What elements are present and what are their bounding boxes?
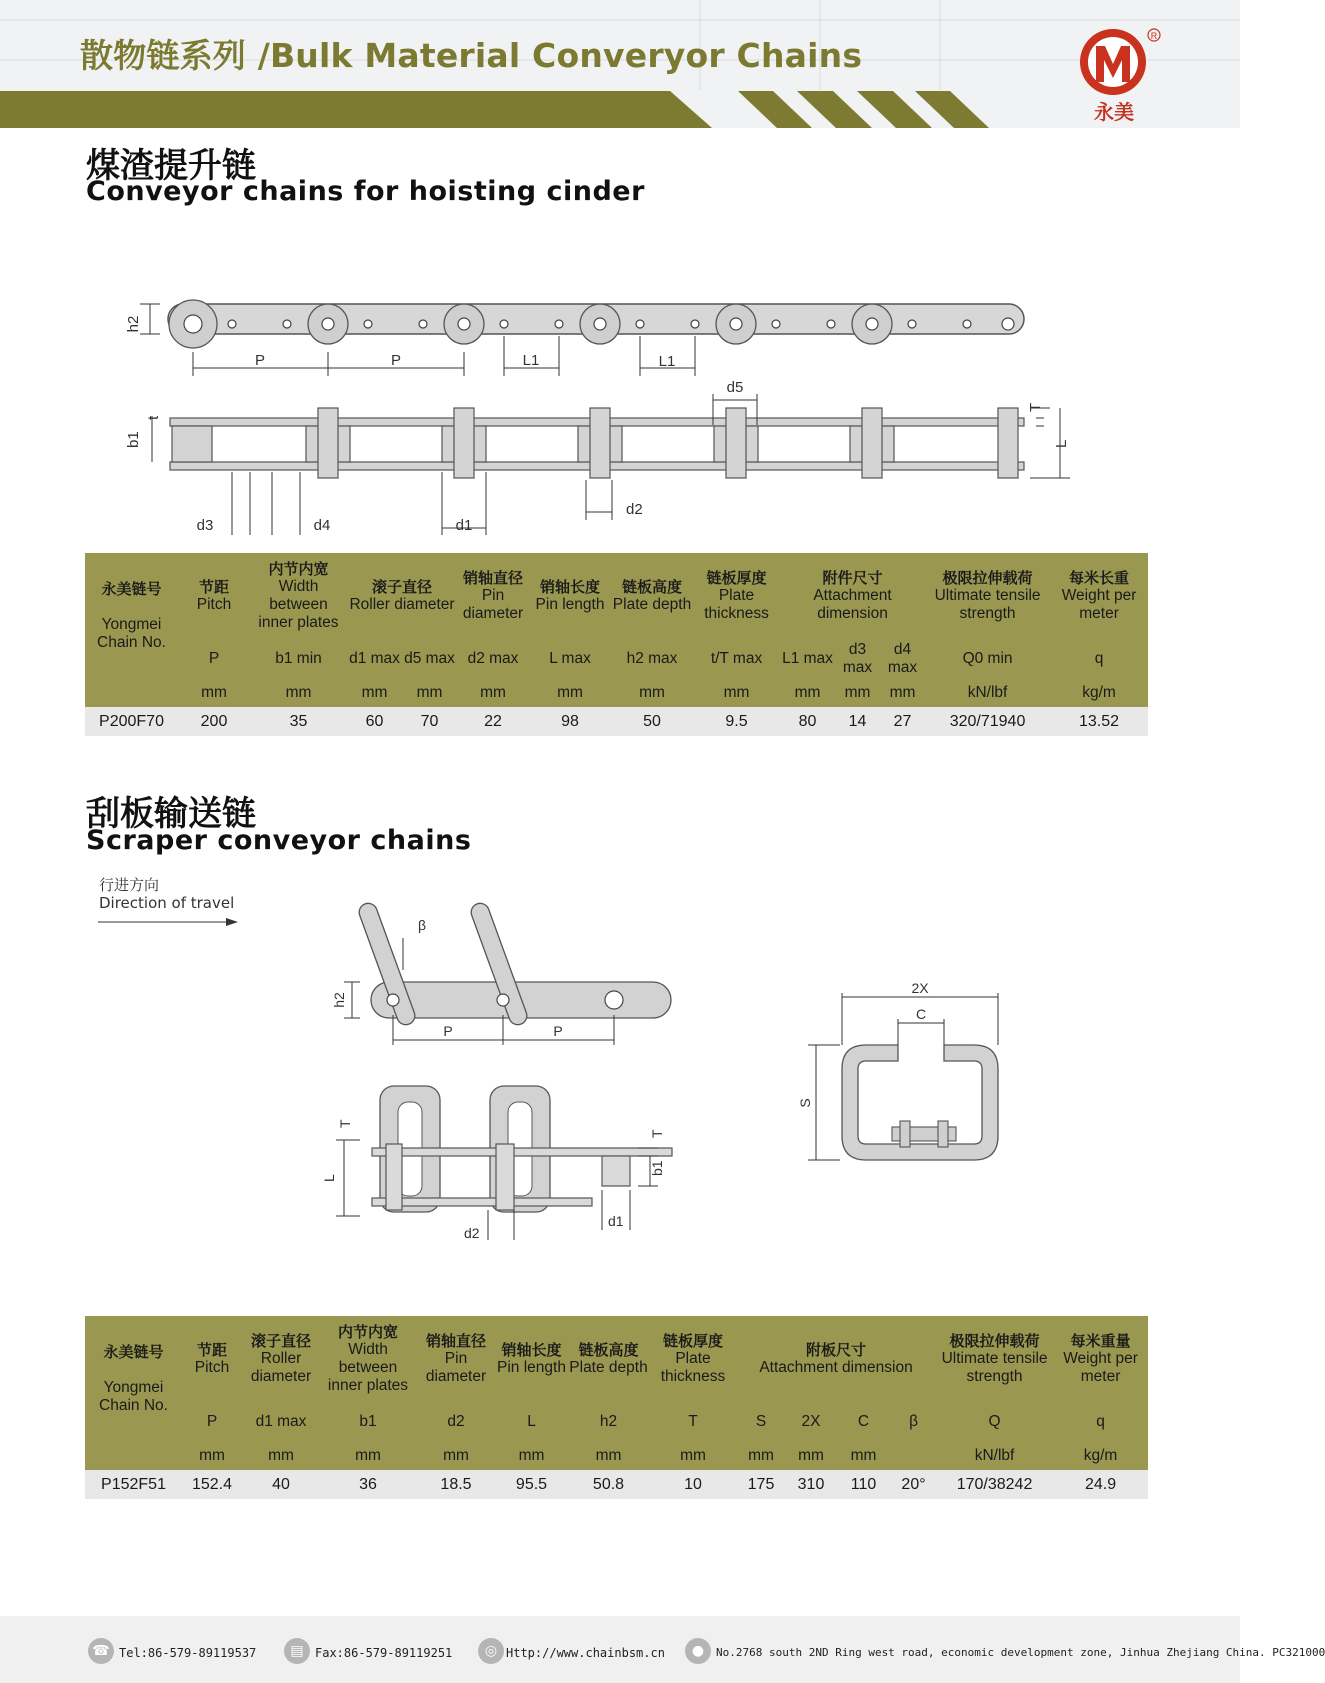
table-cell: 50 [611, 707, 693, 736]
dim-L: L [321, 1174, 337, 1182]
header-label-en: Width between inner plates [258, 578, 339, 631]
hoisting-chain-drawing [0, 280, 1240, 550]
table-cell: mm [250, 679, 347, 707]
header-label-cn: 链板高度 [622, 578, 683, 596]
table-cell: mm [611, 679, 693, 707]
dim-h2: h2 [125, 315, 142, 333]
table-cell: 50.8 [567, 1470, 650, 1499]
table-cell: d2 [416, 1402, 496, 1442]
table-cell: S [736, 1402, 786, 1442]
dim-2x: 2X [911, 980, 929, 996]
table-cell: kg/m [1053, 1442, 1148, 1470]
dim-T: T [1027, 402, 1044, 412]
dim-l1-b: L1 [658, 353, 676, 370]
table-cell: 80 [780, 707, 835, 736]
dim-d3: d3 [196, 517, 214, 534]
dim-t: t [145, 415, 162, 420]
logo-text: 永美 [1094, 100, 1134, 124]
dim-d4: d4 [313, 517, 331, 534]
table-cell: 9.5 [693, 707, 780, 736]
header-label-en: Pin length [535, 596, 605, 613]
table-cell: Q [936, 1402, 1053, 1442]
header-label-cn: 滚子直径 [250, 1332, 311, 1350]
header-label-en: Pin diameter [462, 587, 524, 622]
table-cell: 40 [242, 1470, 320, 1499]
scraper-chain-spec-table [85, 1316, 1148, 1499]
table-cell: P [182, 1402, 242, 1442]
dim-b1: b1 [649, 1160, 665, 1176]
table-cell: mm [416, 1442, 496, 1470]
table-cell [611, 553, 693, 639]
table-row [85, 1470, 1148, 1499]
table-cell: P [178, 639, 250, 679]
header-label-cn: 永美链号 [103, 1343, 164, 1361]
table-cell: mm [320, 1442, 416, 1470]
table-cell: L [496, 1402, 567, 1442]
table-cell: mm [780, 679, 835, 707]
fax-icon: ▤ [284, 1638, 310, 1664]
table-cell: 200 [178, 707, 250, 736]
section1-title-en: Conveyor chains for hoisting cinder [86, 176, 645, 207]
header-label-en: Yongmei Chain No. [97, 616, 166, 651]
header-label-en: Width between inner plates [327, 1341, 409, 1394]
table-cell: 2X [786, 1402, 836, 1442]
page-footer [0, 1616, 1325, 1683]
table-cell [936, 1316, 1053, 1402]
table-cell: b1 [320, 1402, 416, 1442]
header-label-cn: 节距 [198, 578, 229, 596]
scraper-chain-drawing [300, 890, 700, 1280]
dim-p2: P [390, 352, 402, 369]
table-cell: b1 min [250, 639, 347, 679]
table-cell [85, 679, 178, 707]
chain-no-header [85, 1316, 182, 1442]
header-label-en: Yongmei Chain No. [99, 1379, 168, 1414]
dim-T-left: T [337, 1119, 353, 1128]
table-cell: d1 max [242, 1402, 320, 1442]
table-cell [457, 553, 529, 639]
header-label-cn: 附板尺寸 [806, 1341, 867, 1359]
table-cell: d3 max [835, 639, 880, 679]
table-cell: 320/71940 [925, 707, 1050, 736]
table-cell [250, 553, 347, 639]
dim-L: L [1053, 439, 1070, 448]
dim-d1: d1 [608, 1213, 624, 1229]
header-label-cn: 节距 [196, 1341, 227, 1359]
table-cell: 24.9 [1053, 1470, 1148, 1499]
header-label-en: Plate depth [569, 1359, 648, 1376]
table-cell: 60 [347, 707, 402, 736]
table-cell [347, 553, 457, 639]
table-cell: mm [402, 679, 457, 707]
table-cell [891, 1442, 936, 1470]
dim-b1: b1 [125, 431, 142, 448]
table-cell: β [891, 1402, 936, 1442]
table-cell [1053, 1316, 1148, 1402]
table-cell [925, 553, 1050, 639]
dim-d2: d2 [464, 1225, 480, 1241]
table-cell: mm [178, 679, 250, 707]
hoisting-chain-spec-table [85, 553, 1148, 736]
table-cell: 310 [786, 1470, 836, 1499]
dim-c: C [915, 1006, 927, 1022]
table-cell [242, 1316, 320, 1402]
table-cell: 10 [650, 1470, 736, 1499]
table-cell [650, 1316, 736, 1402]
header-label-cn: 附件尺寸 [822, 569, 883, 587]
header-label-cn: 销轴直径 [463, 569, 524, 587]
table-cell: mm [836, 1442, 891, 1470]
header-label-cn: 销轴直径 [425, 1332, 486, 1350]
table-cell: P152F51 [85, 1470, 182, 1499]
footer-web[interactable]: Http://www.chainbsm.cn [506, 1646, 665, 1660]
dim-h2: h2 [331, 992, 347, 1008]
header-label-cn: 销轴长度 [501, 1341, 562, 1359]
header-label-cn: 滚子直径 [372, 578, 433, 596]
header-label-cn: 每米重量 [1070, 1332, 1131, 1350]
table-cell [178, 553, 250, 639]
table-cell: 14 [835, 707, 880, 736]
table-cell: q [1053, 1402, 1148, 1442]
header-label-cn: 链板高度 [578, 1341, 639, 1359]
table-cell: mm [182, 1442, 242, 1470]
table-cell [85, 1442, 182, 1470]
header-label-en: Plate depth [612, 596, 692, 613]
table-cell: mm [529, 679, 611, 707]
svg-text:R: R [1150, 31, 1158, 41]
header-label-en: Roller diameter [250, 1350, 312, 1385]
table-cell: mm [835, 679, 880, 707]
table-cell: 152.4 [182, 1470, 242, 1499]
header-label-cn: 极限拉伸载荷 [942, 569, 1033, 587]
table-cell: 20° [891, 1470, 936, 1499]
table-cell: 27 [880, 707, 925, 736]
header-label-en: Pin length [497, 1359, 566, 1376]
table-cell [780, 553, 925, 639]
table-cell: kN/lbf [925, 679, 1050, 707]
table-cell: d5 max [402, 639, 457, 679]
header-label-en: Plate thickness [704, 587, 769, 622]
header-label-cn: 每米长重 [1069, 569, 1130, 587]
table-cell: q [1050, 639, 1148, 679]
section2-title-cn: 刮板输送链 [86, 794, 256, 834]
phone-icon: ☎ [88, 1638, 114, 1664]
header-label-en: Pitch [196, 596, 232, 613]
table-cell [416, 1316, 496, 1402]
table-cell: mm [567, 1442, 650, 1470]
table-cell: h2 [567, 1402, 650, 1442]
table-cell [736, 1316, 936, 1402]
table-cell: L max [529, 639, 611, 679]
table-cell: d4 max [880, 639, 925, 679]
footer-address: No.2768 south 2ND Ring west road, economic development zone, Jinhua Zhejiang China. PC321000 [716, 1646, 1325, 1659]
table-cell [693, 553, 780, 639]
header-label-en: Ultimate tensile strength [941, 1350, 1048, 1385]
location-pin-icon: ● [685, 1638, 711, 1664]
table-cell: 98 [529, 707, 611, 736]
table-cell: kN/lbf [936, 1442, 1053, 1470]
table-cell: 35 [250, 707, 347, 736]
table-cell: 13.52 [1050, 707, 1148, 736]
table-cell: 170/38242 [936, 1470, 1053, 1499]
header-label-en: Attachment dimension [759, 1359, 913, 1376]
table-cell: 36 [320, 1470, 416, 1499]
table-cell: mm [736, 1442, 786, 1470]
dim-p1: P [443, 1023, 453, 1039]
table-cell [1050, 553, 1148, 639]
header-label-en: Roller diameter [349, 596, 455, 613]
table-cell: t/T max [693, 639, 780, 679]
table-cell: 95.5 [496, 1470, 567, 1499]
header-label-cn: 极限拉伸载荷 [949, 1332, 1040, 1350]
table-cell: d1 max [347, 639, 402, 679]
table-cell: 18.5 [416, 1470, 496, 1499]
table-cell: mm [650, 1442, 736, 1470]
footer-fax: Fax:86-579-89119251 [315, 1646, 453, 1660]
table-cell: mm [242, 1442, 320, 1470]
table-cell: P200F70 [85, 707, 178, 736]
dim-p1: P [254, 352, 266, 369]
dim-s: S [797, 1098, 813, 1108]
table-cell: C [836, 1402, 891, 1442]
table-cell [529, 553, 611, 639]
dim-d2: d2 [626, 501, 643, 518]
table-cell: mm [347, 679, 402, 707]
table-cell: mm [457, 679, 529, 707]
table-cell: h2 max [611, 639, 693, 679]
footer-tel: Tel:86-579-89119537 [119, 1646, 257, 1660]
scraper-profile-drawing [780, 975, 1020, 1175]
table-cell: 70 [402, 707, 457, 736]
direction-of-travel [99, 876, 234, 912]
direction-en: Direction of travel [99, 894, 235, 912]
header-label-en: Weight per meter [1063, 1350, 1138, 1385]
table-cell: 110 [836, 1470, 891, 1499]
header-label-en: Ultimate tensile strength [934, 587, 1041, 622]
table-cell [567, 1316, 650, 1402]
header-label-cn: 内节内宽 [268, 560, 329, 578]
table-cell: 22 [457, 707, 529, 736]
header-label-en: Pin diameter [425, 1350, 487, 1385]
header-label-cn: 内节内宽 [337, 1323, 398, 1341]
web-icon: ◎ [478, 1638, 504, 1664]
header-label-cn: 销轴长度 [540, 578, 601, 596]
table-cell: 175 [736, 1470, 786, 1499]
dim-beta: β [418, 917, 427, 933]
table-cell: kg/m [1050, 679, 1148, 707]
direction-arrow-icon [98, 918, 238, 926]
table-row [85, 707, 1148, 736]
table-cell: mm [880, 679, 925, 707]
table-cell: mm [496, 1442, 567, 1470]
table-cell: mm [786, 1442, 836, 1470]
dim-T-right: T [649, 1129, 665, 1138]
direction-cn: 行进方向 [99, 876, 160, 894]
table-cell: T [650, 1402, 736, 1442]
section2-title-en: Scraper conveyor chains [86, 825, 472, 856]
table-cell [320, 1316, 416, 1402]
table-cell: L1 max [780, 639, 835, 679]
dim-p2: P [553, 1023, 563, 1039]
header-label-en: Weight per meter [1061, 587, 1137, 622]
table-cell [182, 1316, 242, 1402]
header-label-en: Pitch [194, 1359, 230, 1376]
table-cell: Q0 min [925, 639, 1050, 679]
page-title: 散物链系列 /Bulk Material Converyor Chains [80, 36, 863, 75]
table-cell [496, 1316, 567, 1402]
header-label-cn: 链板厚度 [662, 1332, 723, 1350]
table-cell: d2 max [457, 639, 529, 679]
header-label-cn: 永美链号 [101, 580, 162, 598]
table-cell: mm [693, 679, 780, 707]
dim-d5: d5 [726, 379, 744, 396]
header-label-en: Attachment dimension [813, 587, 892, 622]
page-header [0, 0, 1240, 128]
dim-d1: d1 [455, 517, 473, 534]
header-label-en: Plate thickness [660, 1350, 726, 1385]
dim-l1-a: L1 [522, 352, 540, 369]
chain-no-header [85, 553, 178, 679]
header-label-cn: 链板厚度 [706, 569, 767, 587]
section1-title-cn: 煤渣提升链 [86, 146, 256, 186]
